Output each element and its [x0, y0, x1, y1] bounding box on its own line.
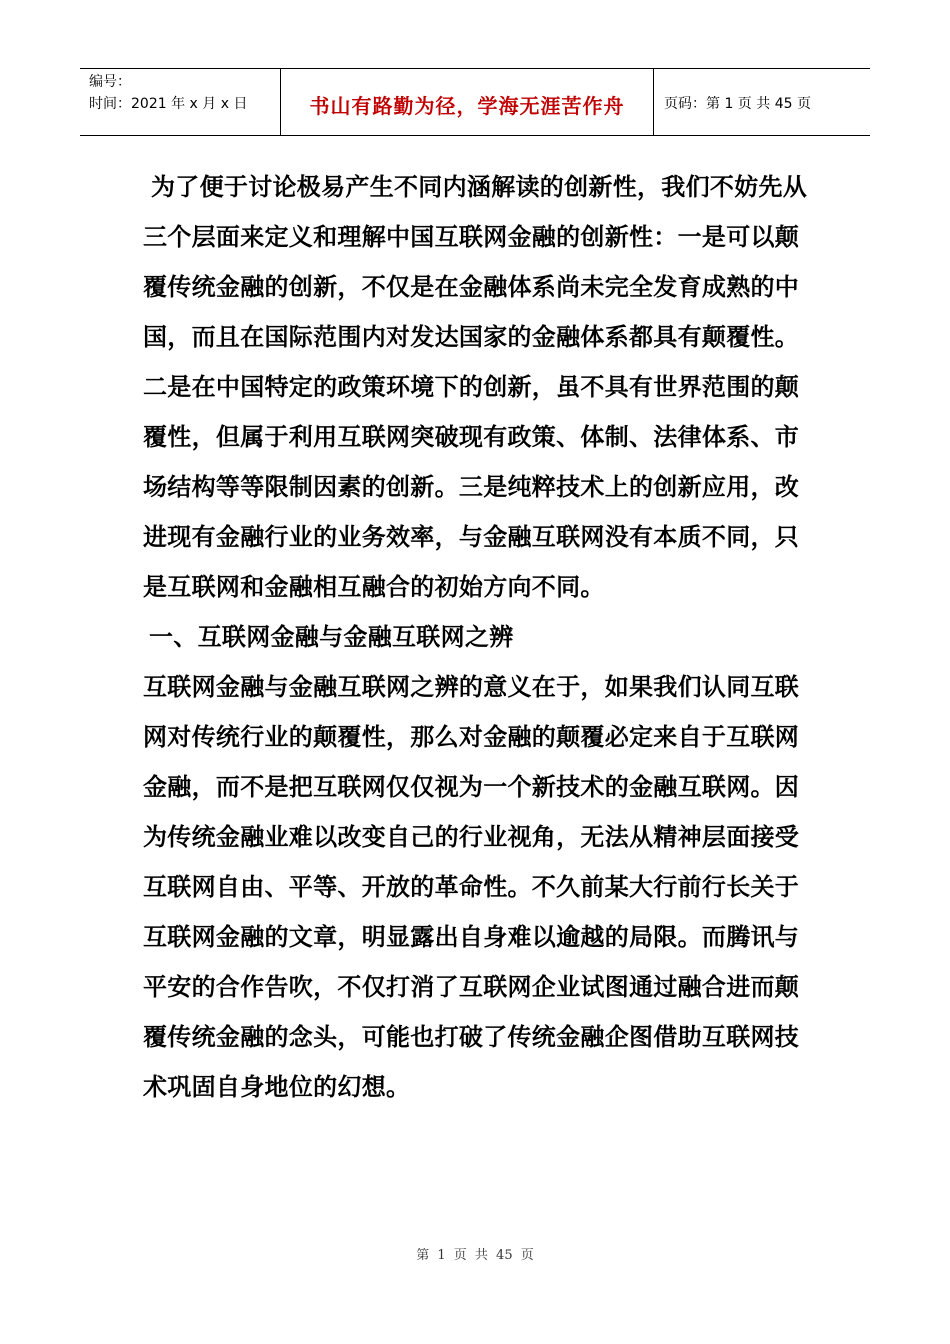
header-motto: 书山有路勤为径，学海无涯苦作舟: [309, 93, 625, 118]
header-page-cell: [654, 69, 870, 135]
header-motto-cell: [281, 69, 654, 135]
document-number-label: 编号：: [89, 74, 131, 90]
header-meta-cell: [80, 69, 281, 135]
document-body: [143, 162, 811, 1112]
section-heading-1: 一、互联网金融与金融互联网之辨: [149, 623, 514, 651]
page-footer: 第 1 页 共 45 页: [416, 1248, 534, 1263]
page-header: [80, 68, 870, 136]
header-page-info: 页码：第 1 页 共 45 页: [664, 96, 811, 112]
body-paragraph-1: 为了便于讨论极易产生不同内涵解读的创新性，我们不妨先从三个层面来定义和理解中国互联网金融的创新性：一是可以颠覆传统金融的创新，不仅是在金融体系尚未完全发育成熟的中国，而且在国际范围内对发达国家的金融体系都具有颠覆性。二是在中国特定的政策环境下的创新，虽不具有世界范围的颠覆性，但属于利用互联网突破现有政策、体制、法律体系、市场结构等等限制因素的创新。三是纯粹技术上的创新应用，改进现有金融行业的业务效率，与金融互联网没有本质不同，只是互联网和金融相互融合的初始方向不同。: [143, 173, 808, 601]
body-paragraph-2: 互联网金融与金融互联网之辨的意义在于，如果我们认同互联网对传统行业的颠覆性，那么对金融的颠覆必定来自于互联网金融，而不是把互联网仅仅视为一个新技术的金融互联网。因为传统金融业难以改变自己的行业视角，无法从精神层面接受互联网自由、平等、开放的革命性。不久前某大行前行长关于互联网金融的文章，明显露出自身难以逾越的局限。而腾讯与平安的合作告吹，不仅打消了互联网企业试图通过融合进而颠覆传统金融的念头，可能也打破了传统金融企图借助互联网技术巩固自身地位的幻想。: [143, 673, 800, 1101]
document-time-label: 时间：2021 年 x 月 x 日: [89, 96, 248, 112]
